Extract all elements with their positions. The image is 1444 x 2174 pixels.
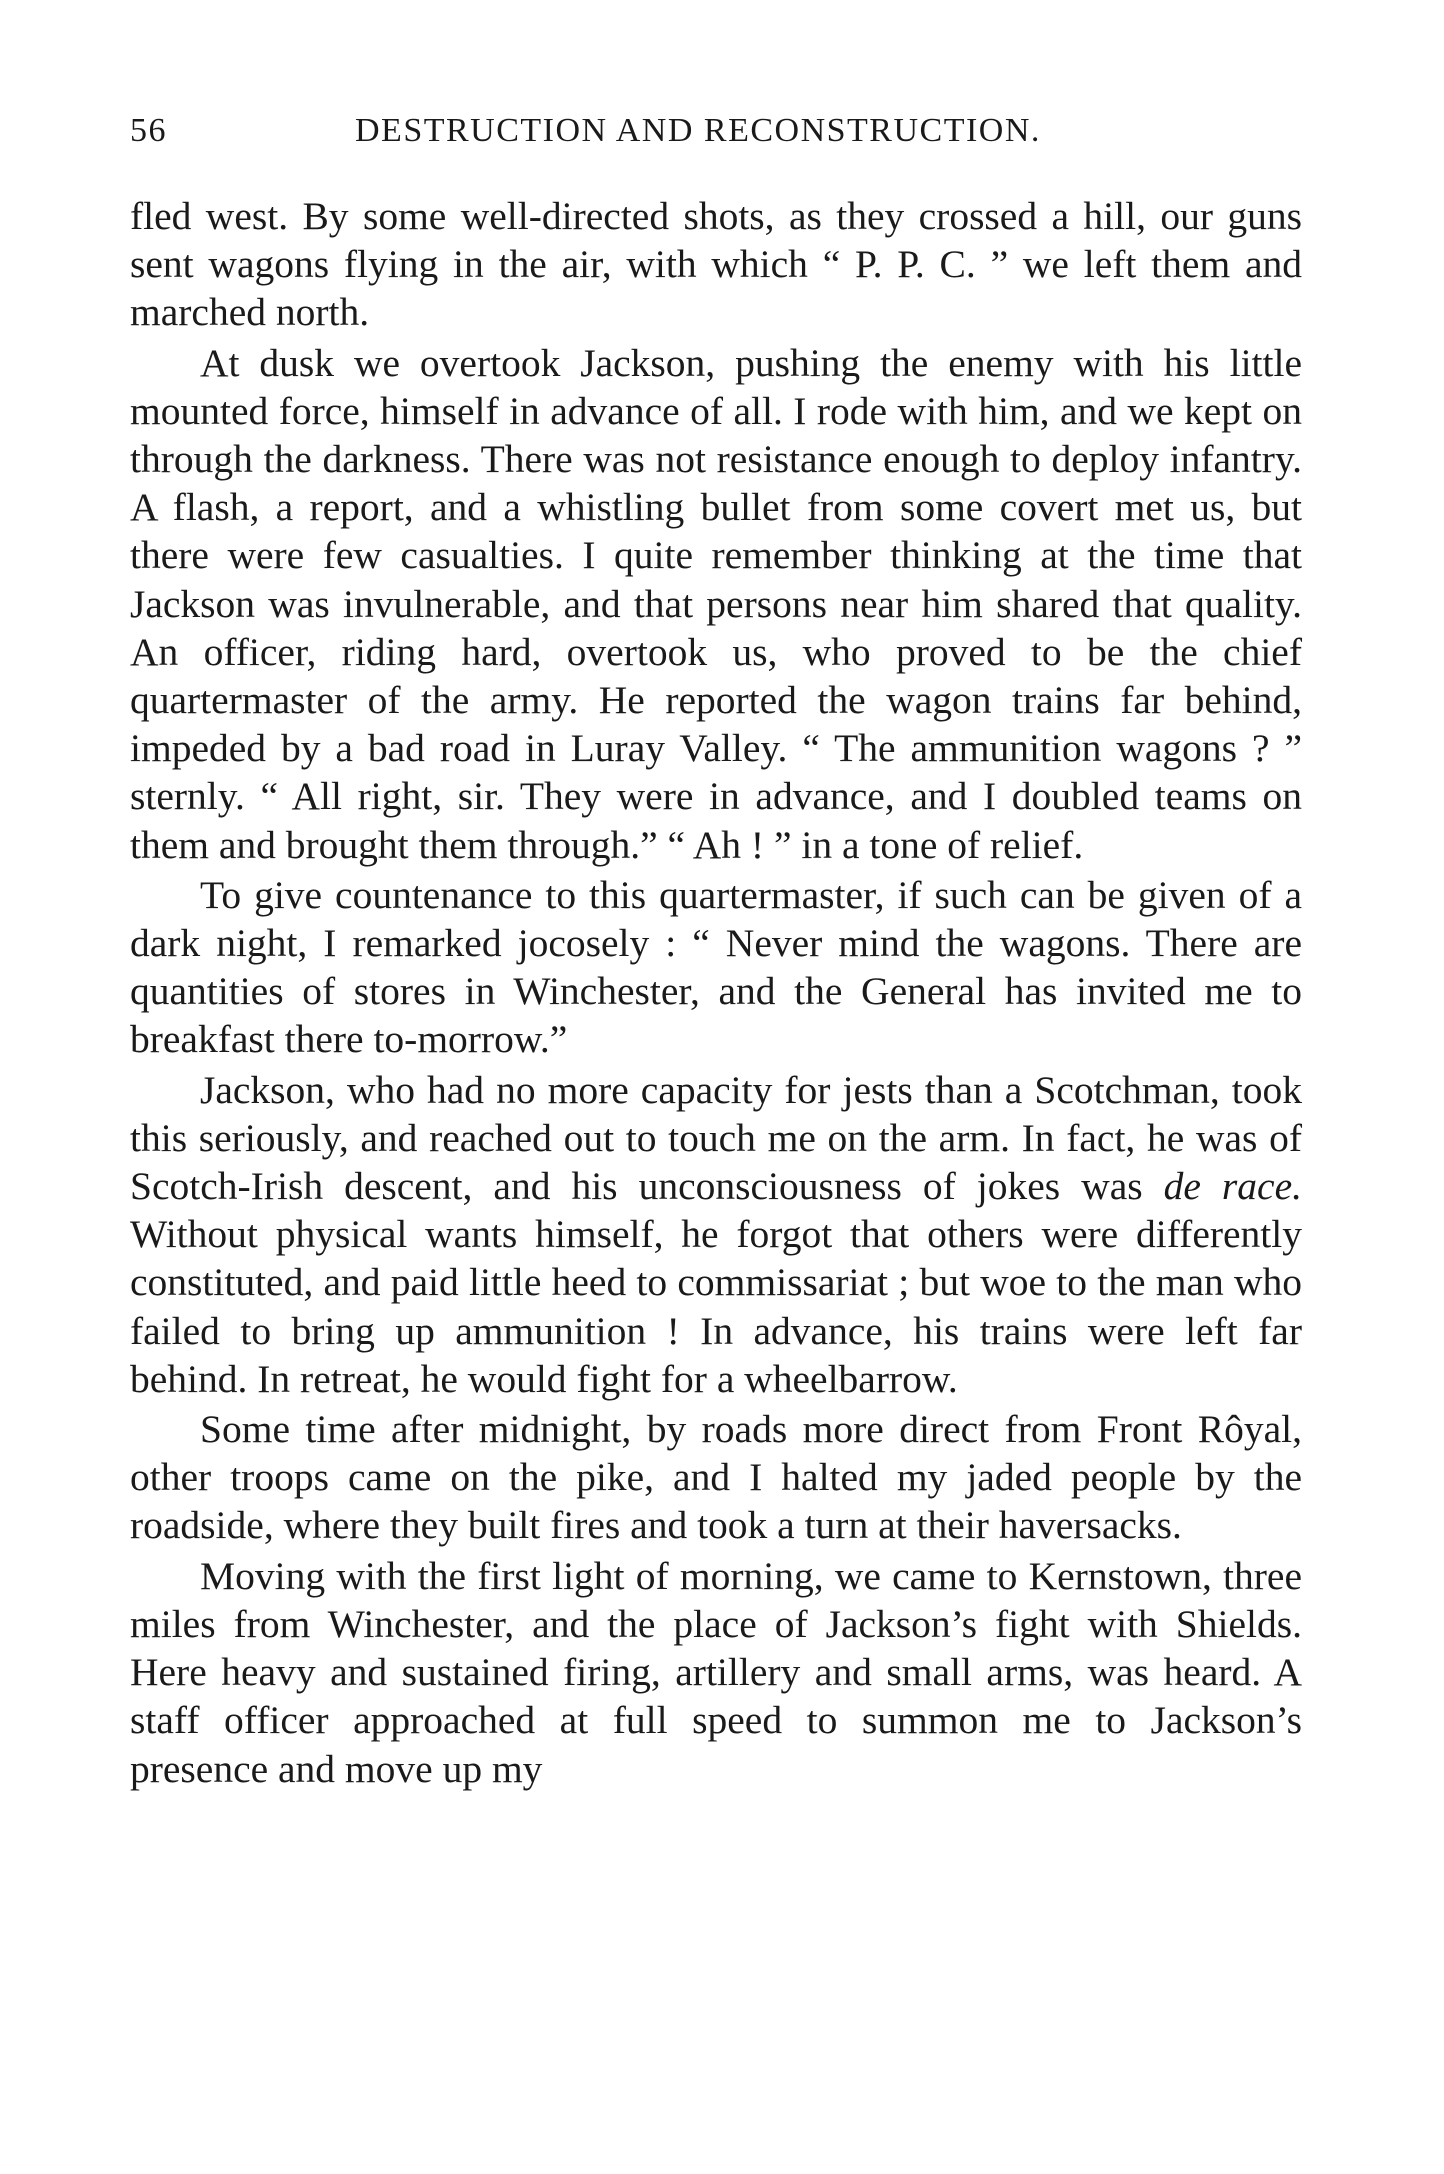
paragraph-3: To give countenance to this quartermaster, if such can be given of a dark night, I remarked jocosely : “ Never mind the wagons. There are quantities of stores in Winchester, and the General has invited me to breakfast there to-morrow.” bbox=[130, 872, 1302, 1062]
paragraph-4-text-a: Jackson, who had no more capacity for jests than a Scotchman, took this seriously, and reached out to touch me on the arm. In fact, he was of Scotch-Irish descent, and his unconsciousness of jokes was bbox=[130, 1067, 1302, 1209]
running-head bbox=[130, 112, 1302, 162]
paragraph-2: At dusk we overtook Jackson, pushing the enemy with his little mounted force, himself in advance of all. I rode with him, and we kept on through the darkness. There was not resistance enough to deploy infantry. A flash, a report, and a whistling bullet from some covert met us, but there were few casualties. I quite remember thinking at the time that Jackson was invulnerable, and that persons near him shared that quality. An officer, riding hard, overtook us, who proved to be the chief quartermaster of the army. He reported the wagon trains far behind, impeded by a bad road in Luray Valley. “ The ammunition wagons ? ” sternly. “ All right, sir. They were in advance, and I doubled teams on them and brought them through.” “ Ah ! ” in a tone of relief. bbox=[130, 340, 1302, 867]
paragraph-1: fled west. By some well-directed shots, as they crossed a hill, our guns sent wagons flying in the air, with which “ P. P. C. ” we left them and marched north. bbox=[130, 194, 1302, 335]
paragraph-6: Moving with the first light of morning, we came to Kernstown, three miles from Winchester, and the place of Jackson’s fight with Shields. Here heavy and sustained firing, artillery and small arms, was heard. A staff officer approached at full speed to summon me to Jackson’s presence and move up my bbox=[130, 1553, 1302, 1791]
page-number: 56 bbox=[130, 112, 167, 149]
body-text bbox=[130, 192, 1302, 1795]
paragraph-4-text-b: Without physical wants himself, he forgot that others were differently constituted, and paid little heed to commissariat ; but woe to the man who failed to bring up ammunition ! In advance, his trains were left far behind. In retreat, he would fight for a wheelbarrow. bbox=[130, 1212, 1302, 1401]
italic-phrase: de race. bbox=[1163, 1164, 1302, 1209]
running-title: DESTRUCTION AND RECONSTRUCTION. bbox=[355, 112, 1041, 149]
paragraph-4 bbox=[130, 1066, 1302, 1403]
paragraph-5: Some time after midnight, by roads more direct from Front Rôyal, other troops came on the pike, and I halted my jaded people by the roadside, where they built fires and took a turn at their haversacks. bbox=[130, 1407, 1302, 1548]
